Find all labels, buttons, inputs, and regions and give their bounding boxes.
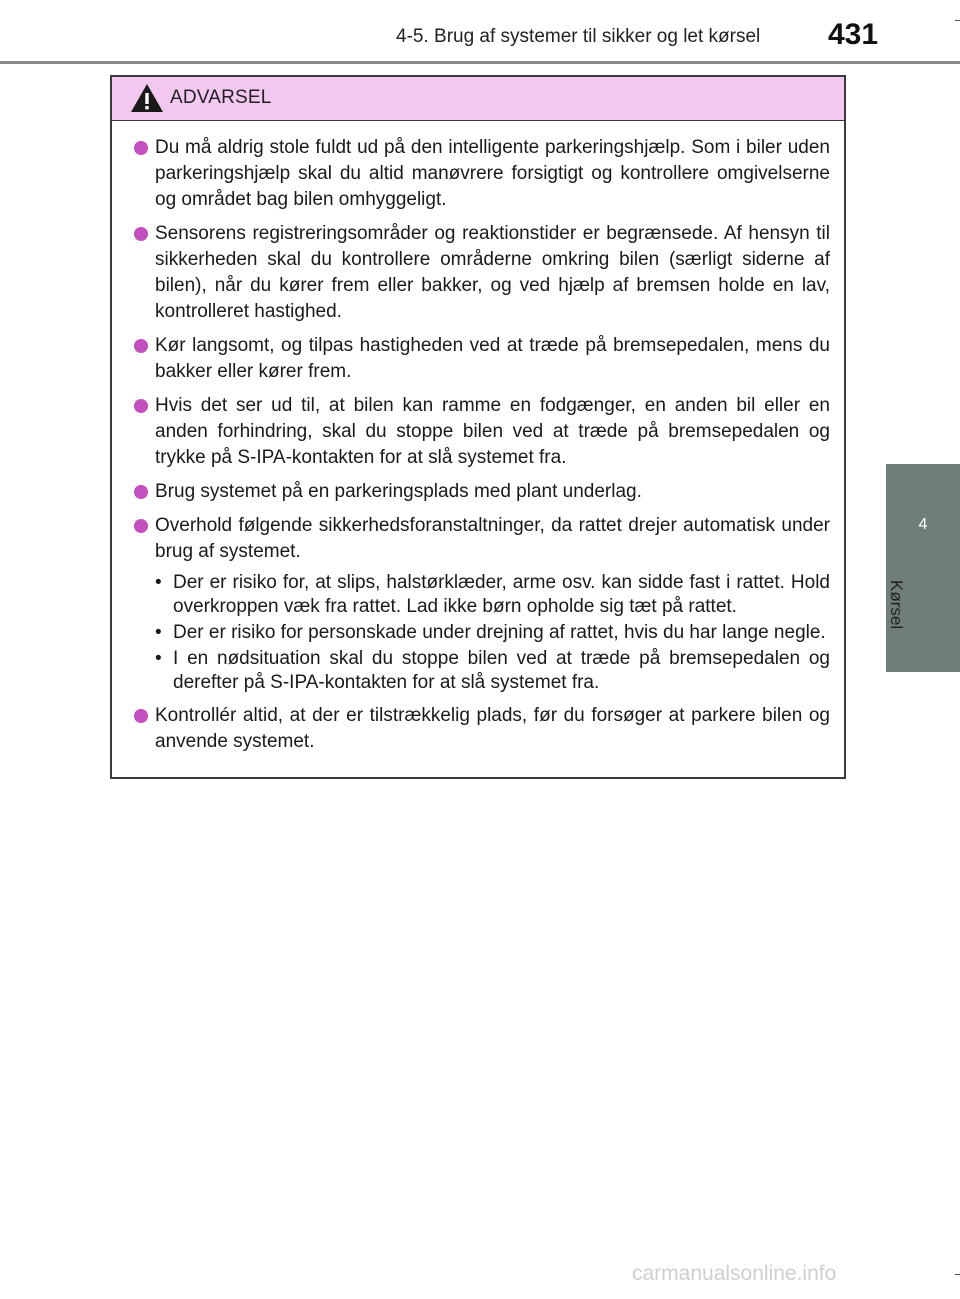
chapter-label: Kørsel <box>887 580 906 630</box>
bullet-icon <box>134 141 148 155</box>
dot-bullet-icon: • <box>155 648 162 669</box>
warning-subitem-text: Der er risiko for, at slips, halstørklæder, arme osv. kan sidde fast i rattet. Hold overkroppen væk fra rattet. Lad ikke børn opholde sig tæt på rattet. <box>173 572 830 617</box>
warning-triangle-icon <box>130 83 164 113</box>
warning-sublist <box>155 571 830 695</box>
chapter-number: 4 <box>918 516 928 533</box>
bullet-icon <box>134 339 148 353</box>
warning-subitem-text: Der er risiko for personskade under drejning af rattet, hvis du har lange negle. <box>173 622 826 643</box>
dot-bullet-icon: • <box>155 622 162 643</box>
warning-item-text: Kontrollér altid, at der er tilstrækkelig plads, før du forsøger at parkere bilen og anvende systemet. <box>155 705 830 752</box>
warning-subitem <box>155 621 830 645</box>
warning-item <box>134 703 830 755</box>
warning-item <box>134 479 830 505</box>
chapter-tab[interactable] <box>886 464 960 672</box>
warning-label: ADVARSEL <box>170 87 272 108</box>
section-title: 4-5. Brug af systemer til sikker og let kørsel <box>396 26 761 47</box>
warning-item <box>134 513 830 695</box>
warning-item-text: Sensorens registreringsområder og reaktionstider er begrænsede. Af hensyn til sikkerheden skal du kontrollere områderne omkring bilen (særligt siderne af bilen), når du kører frem eller bakker, og ved hjælp af bremsen holde en lav, kontrolleret hastighed. <box>155 223 830 322</box>
page-number: 431 <box>828 18 879 51</box>
bullet-icon <box>134 227 148 241</box>
warning-body <box>112 121 844 755</box>
bullet-icon <box>134 399 148 413</box>
warning-item <box>134 393 830 471</box>
warning-header <box>112 77 844 121</box>
bullet-icon <box>134 519 148 533</box>
warning-subitem <box>155 647 830 695</box>
warning-subitem <box>155 571 830 619</box>
warning-item-text: Hvis det ser ud til, at bilen kan ramme en fodgænger, en anden bil eller en anden forhindring, skal du stoppe bilen ved at træde på bremsepedalen og trykke på S-IPA-kontakten for at slå systemet fra. <box>155 395 830 468</box>
warning-box <box>110 75 846 779</box>
warning-item <box>134 135 830 213</box>
warning-item-text: Kør langsomt, og tilpas hastigheden ved at træde på bremsepedalen, mens du bakker eller kører frem. <box>155 335 830 382</box>
warning-item <box>134 333 830 385</box>
header-divider <box>0 61 960 64</box>
watermark: carmanualsonline.info <box>632 1262 837 1285</box>
bullet-icon <box>134 709 148 723</box>
warning-item-text: Brug systemet på en parkeringsplads med plant underlag. <box>155 481 642 502</box>
bullet-icon <box>134 485 148 499</box>
warning-item-text: Du må aldrig stole fuldt ud på den intelligente parkeringshjælp. Som i biler uden parkeringshjælp skal du altid manøvrere forsigtigt og kontrollere omgivelserne og området bag bilen omhyggeligt. <box>155 137 830 210</box>
warning-subitem-text: I en nødsituation skal du stoppe bilen ved at træde på bremsepedalen og derefter på S-IPA-kontakten for at slå systemet fra. <box>173 648 830 693</box>
warning-item-text: Overhold følgende sikkerhedsforanstaltninger, da rattet drejer automatisk under brug af systemet. <box>155 515 830 562</box>
dot-bullet-icon: • <box>155 572 162 593</box>
warning-item <box>134 221 830 325</box>
crop-mark-bottom <box>955 1274 960 1275</box>
crop-mark-top <box>955 20 960 21</box>
